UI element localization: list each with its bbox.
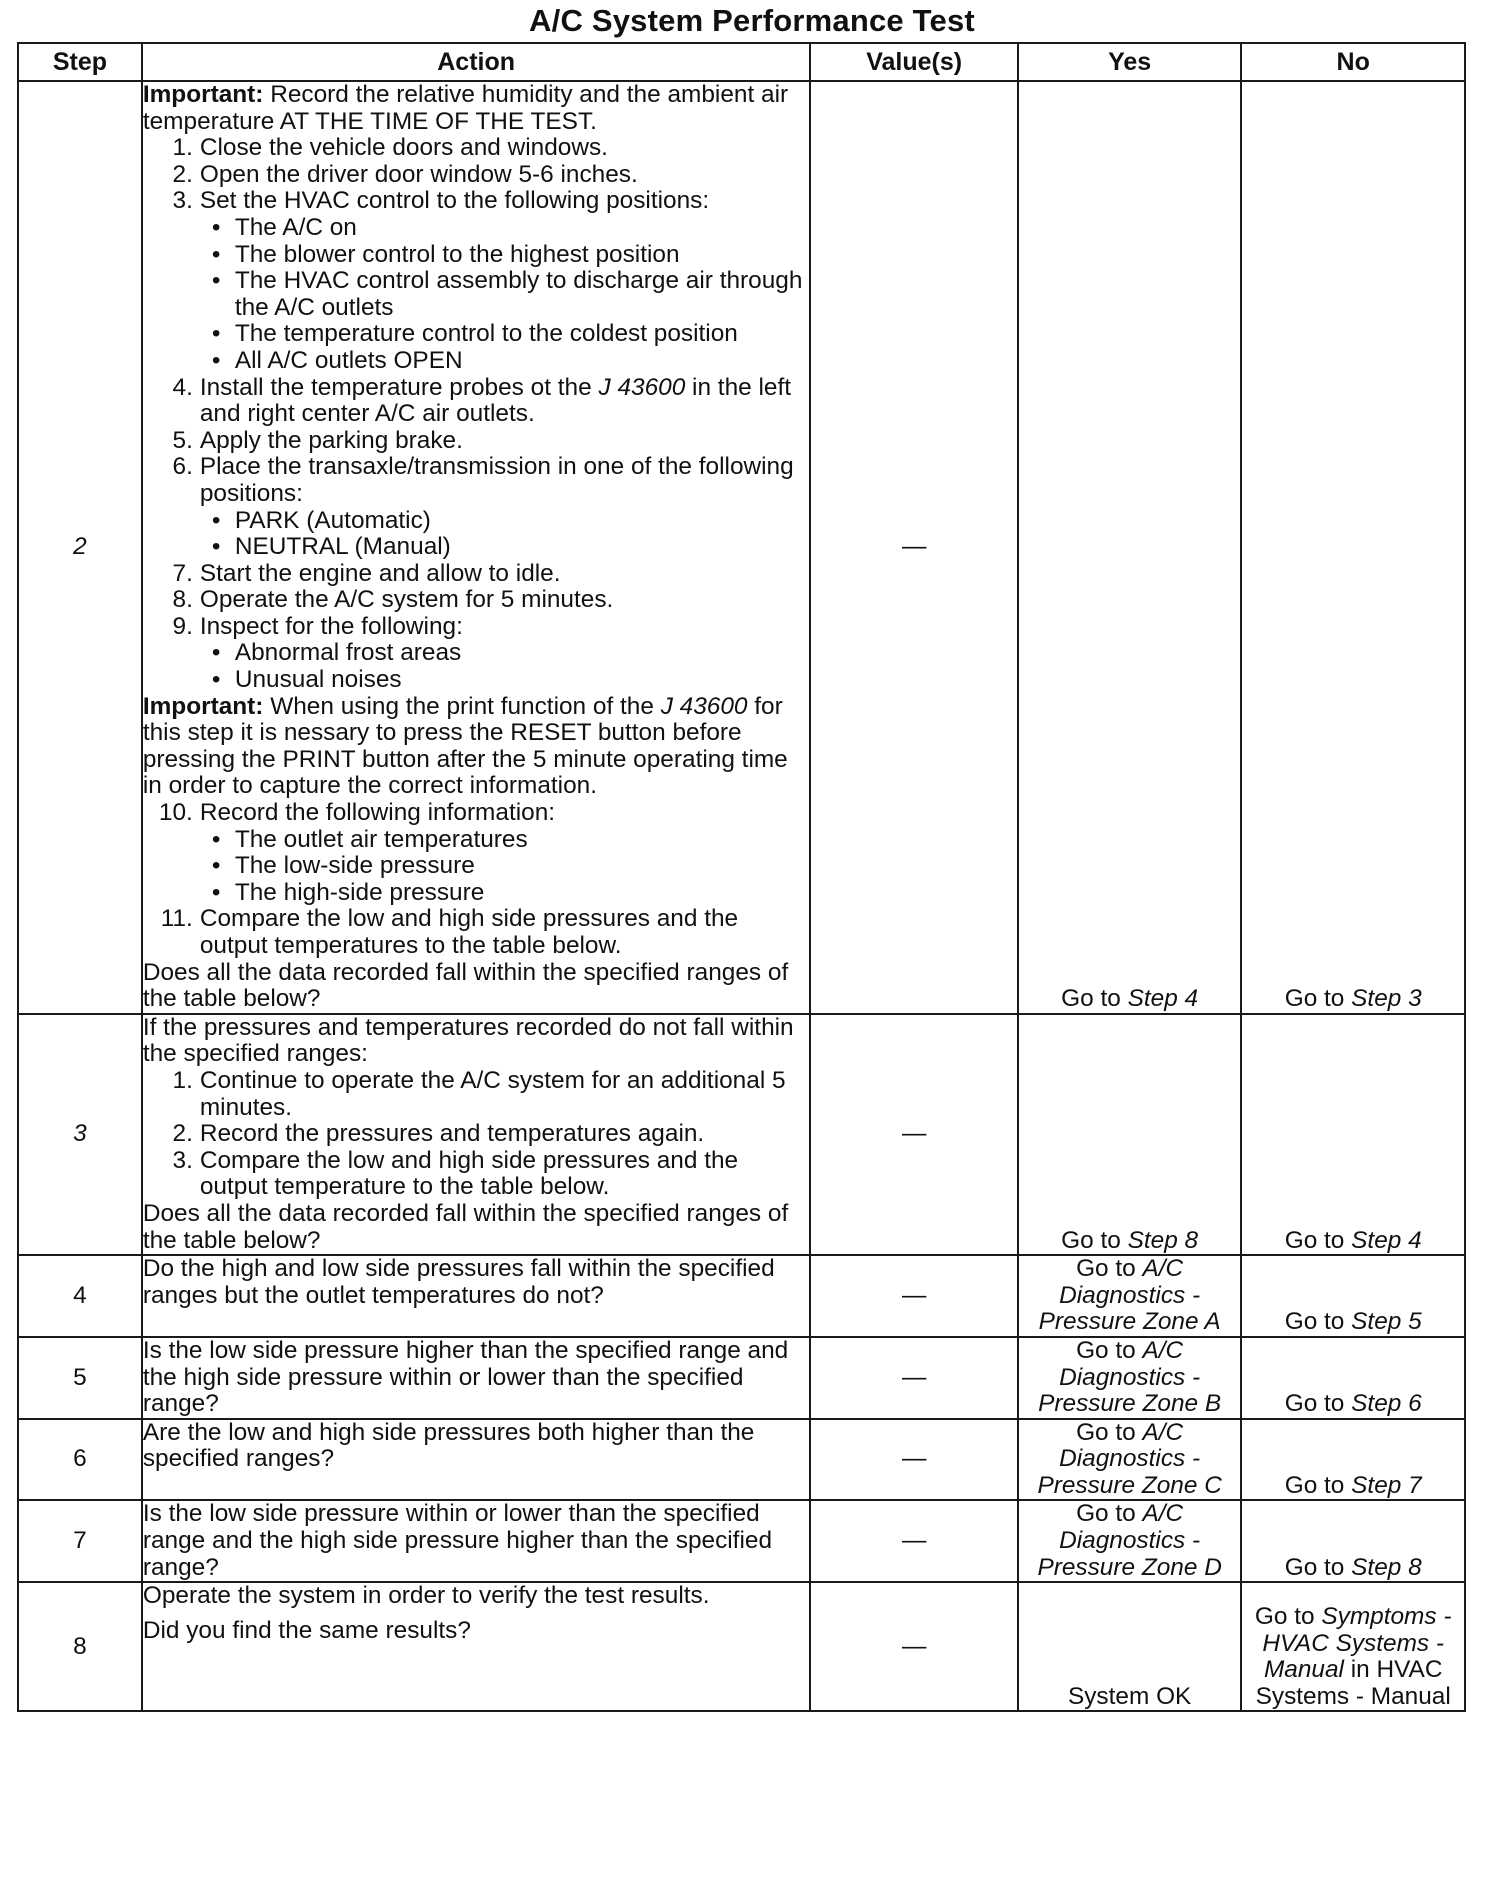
yes-cell: Go to A/C Diagnostics - Pressure Zone B bbox=[1018, 1337, 1242, 1419]
no-step-link[interactable]: Step 6 bbox=[1351, 1390, 1422, 1418]
table-row-step-3 bbox=[18, 1014, 1465, 1255]
step-number: 7 bbox=[18, 1500, 142, 1582]
no-cell: Go to Step 5 bbox=[1241, 1255, 1465, 1337]
no-cell: Go to Step 6 bbox=[1241, 1337, 1465, 1419]
value-cell: — bbox=[810, 1419, 1017, 1501]
step-number: 8 bbox=[18, 1582, 142, 1711]
list-item: 6. Place the transaxle/transmission in one of the following positions: • PARK (Automatic) • NEUTRAL (Manual) bbox=[143, 454, 810, 560]
list-item: 8. Operate the A/C system for 5 minutes. bbox=[172, 586, 614, 614]
list-item: 2. Open the driver door window 5-6 inches. bbox=[172, 160, 638, 188]
action-cell bbox=[142, 81, 811, 1014]
bullet-list bbox=[200, 640, 810, 693]
step-number: 5 bbox=[18, 1337, 142, 1419]
list-item: 9. Inspect for the following: • Abnormal frost areas • Unusual noises bbox=[143, 614, 810, 694]
bullet-item: • The temperature control to the coldest position bbox=[211, 320, 738, 348]
no-step-link[interactable]: Step 3 bbox=[1351, 985, 1422, 1013]
value-cell: — bbox=[810, 1582, 1017, 1711]
no-cell: Go to Step 8 bbox=[1241, 1500, 1465, 1582]
important-label: Important: bbox=[142, 81, 264, 108]
value-cell: — bbox=[810, 1255, 1017, 1337]
step-number: 2 bbox=[18, 81, 142, 1014]
bullet-item: • All A/C outlets OPEN bbox=[211, 346, 463, 374]
bullet-item: • Unusual noises bbox=[211, 666, 402, 694]
bullet-item: • The high-side pressure bbox=[211, 878, 485, 906]
list-item: 5. Apply the parking brake. bbox=[172, 426, 463, 454]
yes-cell: Go to Step 8 bbox=[1018, 1014, 1242, 1255]
list-item: 3. Set the HVAC control to the following positions: • The A/C on • The blower control to the highest position • The HVAC control assembly to discharge air through the A/C outlets • The temperature control to the coldest position • All A/C outlets OPEN bbox=[143, 188, 810, 374]
bullet-list bbox=[200, 827, 810, 907]
table-row-step-4 bbox=[18, 1255, 1465, 1337]
yes-cell: System OK bbox=[1018, 1582, 1242, 1711]
bullet-item: • The outlet air temperatures bbox=[211, 825, 528, 853]
list-item: 1. Continue to operate the A/C system for an additional 5 minutes. bbox=[172, 1066, 786, 1121]
header-no: No bbox=[1241, 43, 1465, 81]
step-number: 4 bbox=[18, 1255, 142, 1337]
action-cell: Is the low side pressure within or lower than the specified range and the high side pressure higher than the specified range? bbox=[142, 1500, 811, 1582]
list-item: 1. Close the vehicle doors and windows. bbox=[172, 134, 608, 162]
question-text: Does all the data recorded fall within the specified ranges of the table below? bbox=[142, 1199, 789, 1254]
question-text: Does all the data recorded fall within the specified ranges of the table below? bbox=[142, 958, 789, 1013]
procedure-list bbox=[143, 1068, 810, 1201]
list-item: 3. Compare the low and high side pressures and the output temperature to the table below. bbox=[172, 1146, 739, 1201]
action-text: Operate the system in order to verify the test results. bbox=[142, 1582, 710, 1610]
procedure-list bbox=[143, 135, 810, 693]
bullet-list bbox=[200, 508, 810, 561]
no-cell: Go to Step 7 bbox=[1241, 1419, 1465, 1501]
list-item: 11. Compare the low and high side pressures and the output temperatures to the table below. bbox=[160, 905, 739, 959]
procedure-list bbox=[143, 800, 810, 960]
header-action: Action bbox=[142, 43, 811, 81]
step-number: 3 bbox=[18, 1014, 142, 1255]
header-value: Value(s) bbox=[810, 43, 1017, 81]
yes-cell: Go to Step 4 bbox=[1018, 81, 1242, 1014]
bullet-item: • The A/C on bbox=[211, 213, 357, 241]
table-row-step-6 bbox=[18, 1419, 1465, 1501]
table-row-step-5 bbox=[18, 1337, 1465, 1419]
bullet-item: • Abnormal frost areas bbox=[211, 639, 462, 667]
action-cell: Are the low and high side pressures both higher than the specified ranges? bbox=[142, 1419, 811, 1501]
yes-cell: Go to A/C Diagnostics - Pressure Zone D bbox=[1018, 1500, 1242, 1582]
yes-cell: Go to A/C Diagnostics - Pressure Zone C bbox=[1018, 1419, 1242, 1501]
value-cell: — bbox=[810, 1337, 1017, 1419]
value-cell: — bbox=[810, 81, 1017, 1014]
no-step-link[interactable]: Step 5 bbox=[1351, 1308, 1422, 1336]
action-cell bbox=[142, 1582, 811, 1711]
important-text: Record the relative humidity and the ambient air temperature AT THE TIME OF THE TEST. bbox=[142, 81, 789, 135]
intro-text: If the pressures and temperatures recorded do not fall within the specified ranges: bbox=[142, 1013, 794, 1068]
bullet-item: • The HVAC control assembly to discharge air through the A/C outlets bbox=[211, 267, 803, 321]
bullet-item: • NEUTRAL (Manual) bbox=[211, 533, 451, 561]
action-cell: Do the high and low side pressures fall within the specified ranges but the outlet temperatures do not? bbox=[142, 1255, 811, 1337]
bullet-item: • The low-side pressure bbox=[211, 852, 475, 880]
action-cell bbox=[142, 1014, 811, 1255]
bullet-list bbox=[200, 215, 810, 375]
bullet-item: • PARK (Automatic) bbox=[211, 506, 431, 534]
yes-step-link[interactable]: Step 4 bbox=[1127, 985, 1199, 1013]
no-step-link[interactable]: Step 4 bbox=[1351, 1226, 1422, 1254]
list-item: 10. Record the following information: • The outlet air temperatures • The low-side pressure • The high-side pressure bbox=[143, 800, 810, 906]
yes-step-link[interactable]: Step 8 bbox=[1127, 1226, 1199, 1254]
header-step: Step bbox=[18, 43, 142, 81]
step-number: 6 bbox=[18, 1419, 142, 1501]
tool-reference: J 43600 bbox=[598, 373, 686, 401]
important-note: Important: When using the print function of the J 43600 for this step it is nessary to press the RESET button before pressing the PRINT button after the 5 minute operating time in order to capture the correct information. bbox=[142, 692, 788, 800]
header-yes: Yes bbox=[1018, 43, 1242, 81]
performance-test-table bbox=[17, 42, 1466, 1712]
value-cell: — bbox=[810, 1500, 1017, 1582]
yes-diagnostics-link[interactable]: A/C Diagnostics - Pressure Zone D bbox=[1037, 1500, 1222, 1581]
list-item: 7. Start the engine and allow to idle. bbox=[172, 559, 561, 587]
list-item: 2. Record the pressures and temperatures again. bbox=[172, 1120, 705, 1148]
list-item: 4. Install the temperature probes ot the J 43600 in the left and right center A/C air outlets. bbox=[172, 373, 792, 428]
page-title: A/C System Performance Test bbox=[529, 3, 975, 38]
no-step-link[interactable]: Step 8 bbox=[1351, 1553, 1422, 1581]
table-row-step-2 bbox=[18, 81, 1465, 1014]
important-note bbox=[143, 82, 810, 135]
yes-diagnostics-link[interactable]: A/C Diagnostics - Pressure Zone B bbox=[1038, 1336, 1222, 1418]
table-row-step-7 bbox=[18, 1500, 1465, 1582]
yes-diagnostics-link[interactable]: A/C Diagnostics - Pressure Zone C bbox=[1037, 1418, 1222, 1499]
value-cell: — bbox=[810, 1014, 1017, 1255]
important-label: Important: bbox=[142, 692, 264, 720]
header-row bbox=[18, 43, 1465, 81]
action-cell: Is the low side pressure higher than the specified range and the high side pressure within or lower than the specified range? bbox=[142, 1337, 811, 1419]
table-row-step-8 bbox=[18, 1582, 1465, 1711]
no-cell: Go to Step 4 bbox=[1241, 1014, 1465, 1255]
no-step-link[interactable]: Step 7 bbox=[1351, 1471, 1422, 1499]
no-cell: Go to Step 3 bbox=[1241, 81, 1465, 1014]
no-manual-link[interactable]: Symptoms - HVAC Systems - Manual bbox=[1262, 1603, 1452, 1684]
yes-diagnostics-link[interactable]: A/C Diagnostics - Pressure Zone A bbox=[1038, 1255, 1221, 1336]
tool-reference: J 43600 bbox=[660, 692, 748, 720]
bullet-item: • The blower control to the highest position bbox=[211, 240, 680, 268]
yes-cell: Go to A/C Diagnostics - Pressure Zone A bbox=[1018, 1255, 1242, 1337]
no-cell: Go to Symptoms - HVAC Systems - Manual in HVAC Systems - Manual bbox=[1241, 1582, 1465, 1711]
question-text: Did you find the same results? bbox=[142, 1616, 471, 1644]
